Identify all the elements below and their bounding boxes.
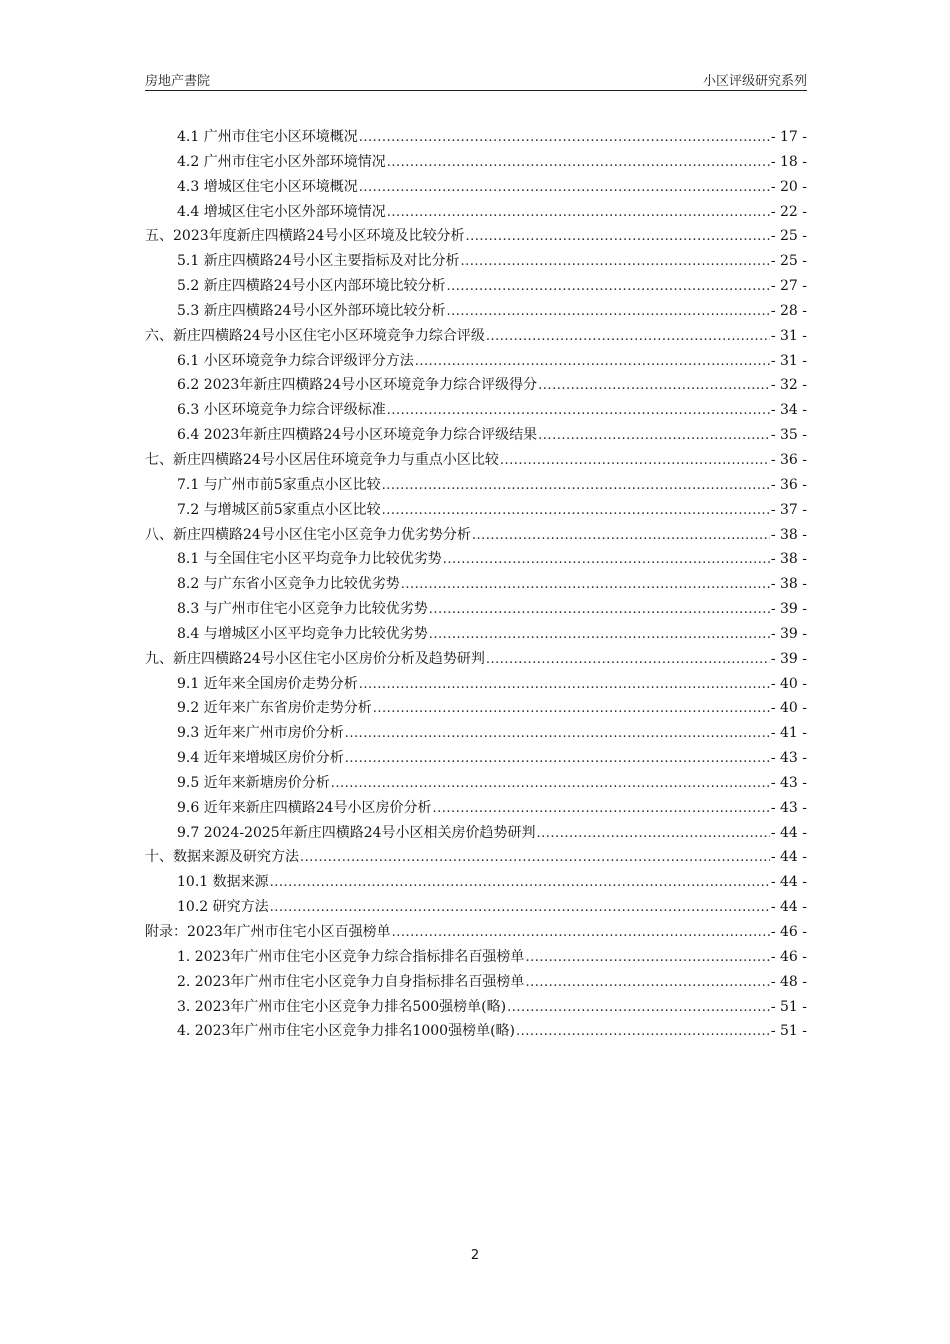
toc-entry-page: - 25 - <box>770 253 807 270</box>
toc-chapter-entry[interactable] <box>145 224 807 249</box>
toc-chapter-entry[interactable] <box>145 920 807 945</box>
toc-dot-leader <box>387 201 770 226</box>
toc-entry-title: 九、新庄四横路24号小区住宅小区房价分析及趋势研判 <box>145 650 485 667</box>
toc-dot-leader <box>507 996 770 1021</box>
toc-dot-leader <box>345 722 770 747</box>
toc-entry-title: 10.2 研究方法 <box>177 899 269 916</box>
toc-entry-title: 3. 2023年广州市住宅小区竞争力排名500强榜单(略) <box>177 998 507 1015</box>
toc-section-entry[interactable] <box>145 771 807 796</box>
toc-entry-title: 五、2023年度新庄四横路24号小区环境及比较分析 <box>145 228 465 245</box>
toc-section-entry[interactable] <box>145 249 807 274</box>
toc-dot-leader <box>538 424 770 449</box>
toc-chapter-entry[interactable] <box>145 448 807 473</box>
toc-section-entry[interactable] <box>145 870 807 895</box>
toc-entry-title: 七、新庄四横路24号小区居住环境竞争力与重点小区比较 <box>145 451 499 468</box>
toc-entry-title: 9.5 近年来新塘房价分析 <box>177 774 330 791</box>
toc-dot-leader <box>461 250 770 275</box>
toc-chapter-entry[interactable] <box>145 647 807 672</box>
toc-dot-leader <box>525 946 769 971</box>
toc-section-entry[interactable] <box>145 349 807 374</box>
toc-entry-title: 8.2 与广东省小区竞争力比较优劣势 <box>177 576 400 593</box>
toc-section-entry[interactable] <box>145 995 807 1020</box>
toc-dot-leader <box>486 325 770 350</box>
toc-section-entry[interactable] <box>145 721 807 746</box>
toc-entry-page: - 44 - <box>770 824 807 841</box>
toc-entry-title: 6.4 2023年新庄四横路24号小区环境竞争力综合评级结果 <box>177 427 538 444</box>
toc-dot-leader <box>382 499 770 524</box>
toc-entry-page: - 38 - <box>770 551 807 568</box>
toc-entry-title: 4.4 增城区住宅小区外部环境情况 <box>177 203 386 220</box>
toc-section-entry[interactable] <box>145 970 807 995</box>
toc-dot-leader <box>373 697 770 722</box>
toc-entry-page: - 27 - <box>770 278 807 295</box>
toc-dot-leader <box>392 921 770 946</box>
toc-entry-page: - 51 - <box>770 1023 807 1040</box>
toc-entry-page: - 43 - <box>770 799 807 816</box>
toc-entry-page: - 51 - <box>770 998 807 1015</box>
toc-entry-title: 6.2 2023年新庄四横路24号小区环境竞争力综合评级得分 <box>177 377 538 394</box>
toc-entry-title: 2. 2023年广州市住宅小区竞争力自身指标排名百强榜单 <box>177 973 525 990</box>
toc-section-entry[interactable] <box>145 1019 807 1044</box>
toc-dot-leader <box>472 524 770 549</box>
toc-entry-page: - 41 - <box>770 725 807 742</box>
toc-entry-title: 9.6 近年来新庄四横路24号小区房价分析 <box>177 799 432 816</box>
toc-entry-page: - 35 - <box>770 427 807 444</box>
toc-entry-title: 附录：2023年广州市住宅小区百强榜单 <box>145 924 391 940</box>
toc-chapter-entry[interactable] <box>145 523 807 548</box>
header-series-title: 小区评级研究系列 <box>702 74 807 89</box>
toc-entry-page: - 44 - <box>770 874 807 891</box>
toc-section-entry[interactable] <box>145 821 807 846</box>
toc-entry-title: 8.4 与增城区小区平均竞争力比较优劣势 <box>177 625 428 642</box>
toc-entry-title: 4.3 增城区住宅小区环境概况 <box>177 178 358 195</box>
toc-entry-title: 6.3 小区环境竞争力综合评级标准 <box>177 402 386 419</box>
toc-dot-leader <box>359 673 770 698</box>
toc-dot-leader <box>387 399 770 424</box>
toc-dot-leader <box>401 573 770 598</box>
table-of-contents <box>145 125 807 1044</box>
toc-entry-title: 9.7 2024-2025年新庄四横路24号小区相关房价趋势研判 <box>177 824 536 841</box>
toc-entry-page: - 44 - <box>770 849 807 866</box>
toc-entry-page: - 25 - <box>770 228 807 245</box>
header-publisher: 房地产書院 <box>145 74 211 89</box>
toc-entry-title: 5.2 新庄四横路24号小区内部环境比较分析 <box>177 278 446 295</box>
toc-entry-page: - 32 - <box>770 377 807 394</box>
toc-entry-title: 10.1 数据来源 <box>177 874 269 891</box>
toc-section-entry[interactable] <box>145 572 807 597</box>
toc-entry-title: 六、新庄四横路24号小区住宅小区环境竞争力综合评级 <box>145 327 485 344</box>
toc-section-entry[interactable] <box>145 945 807 970</box>
toc-entry-page: - 48 - <box>770 973 807 990</box>
toc-entry-page: - 44 - <box>770 899 807 916</box>
toc-section-entry[interactable] <box>145 547 807 572</box>
toc-entry-page: - 38 - <box>770 576 807 593</box>
toc-section-entry[interactable] <box>145 895 807 920</box>
toc-dot-leader <box>300 846 770 871</box>
toc-section-entry[interactable] <box>145 299 807 324</box>
toc-dot-leader <box>429 623 770 648</box>
toc-entry-page: - 40 - <box>770 700 807 717</box>
toc-dot-leader <box>443 548 770 573</box>
toc-entry-page: - 46 - <box>770 924 807 940</box>
toc-section-entry[interactable] <box>145 796 807 821</box>
toc-dot-leader <box>270 896 770 921</box>
toc-dot-leader <box>387 151 770 176</box>
toc-dot-leader <box>447 300 770 325</box>
toc-entry-page: - 43 - <box>770 774 807 791</box>
toc-entry-title: 4. 2023年广州市住宅小区竞争力排名1000强榜单(略) <box>177 1023 515 1040</box>
toc-entry-page: - 39 - <box>770 601 807 618</box>
toc-entry-page: - 39 - <box>770 650 807 667</box>
toc-entry-page: - 34 - <box>770 402 807 419</box>
toc-dot-leader <box>270 871 770 896</box>
toc-section-entry[interactable] <box>145 672 807 697</box>
toc-dot-leader <box>429 598 770 623</box>
toc-entry-title: 9.1 近年来全国房价走势分析 <box>177 675 358 692</box>
toc-dot-leader <box>537 822 770 847</box>
toc-section-entry[interactable] <box>145 473 807 498</box>
toc-section-entry[interactable] <box>145 622 807 647</box>
toc-entry-page: - 43 - <box>770 750 807 767</box>
toc-entry-page: - 22 - <box>770 203 807 220</box>
page-number: 2 <box>470 1248 480 1263</box>
toc-entry-page: - 18 - <box>770 153 807 170</box>
toc-entry-title: 9.4 近年来增城区房价分析 <box>177 750 344 767</box>
toc-entry-page: - 31 - <box>770 327 807 344</box>
toc-entry-title: 5.1 新庄四横路24号小区主要指标及对比分析 <box>177 253 460 270</box>
toc-chapter-entry[interactable] <box>145 845 807 870</box>
toc-entry-page: - 39 - <box>770 625 807 642</box>
toc-section-entry[interactable] <box>145 423 807 448</box>
toc-dot-leader <box>331 772 770 797</box>
toc-entry-page: - 20 - <box>770 178 807 195</box>
toc-entry-title: 7.2 与增城区前5家重点小区比较 <box>177 501 381 518</box>
toc-entry-title: 1. 2023年广州市住宅小区竞争力综合指标排名百强榜单 <box>177 948 525 965</box>
toc-entry-page: - 31 - <box>770 352 807 369</box>
toc-dot-leader <box>500 449 770 474</box>
toc-entry-title: 八、新庄四横路24号小区住宅小区竞争力优劣势分析 <box>145 526 471 543</box>
toc-section-entry[interactable] <box>145 597 807 622</box>
toc-section-entry[interactable] <box>145 746 807 771</box>
toc-dot-leader <box>345 747 770 772</box>
toc-entry-title: 5.3 新庄四横路24号小区外部环境比较分析 <box>177 302 446 319</box>
toc-dot-leader <box>415 350 770 375</box>
toc-entry-title: 8.3 与广州市住宅小区竞争力比较优劣势 <box>177 601 428 618</box>
toc-entry-page: - 17 - <box>770 129 807 145</box>
toc-dot-leader <box>382 474 770 499</box>
toc-entry-page: - 36 - <box>770 476 807 493</box>
toc-entry-title: 4.1 广州市住宅小区环境概况 <box>177 129 358 145</box>
toc-entry-title: 9.2 近年来广东省房价走势分析 <box>177 700 372 717</box>
toc-dot-leader <box>359 176 770 201</box>
toc-section-entry[interactable] <box>145 498 807 523</box>
toc-dot-leader <box>486 648 770 673</box>
toc-section-entry[interactable] <box>145 150 807 175</box>
toc-entry-title: 6.1 小区环境竞争力综合评级评分方法 <box>177 352 414 369</box>
toc-section-entry[interactable] <box>145 696 807 721</box>
toc-dot-leader <box>447 275 770 300</box>
toc-entry-title: 9.3 近年来广州市房价分析 <box>177 725 344 742</box>
toc-entry-title: 7.1 与广州市前5家重点小区比较 <box>177 476 381 493</box>
toc-entry-page: - 28 - <box>770 302 807 319</box>
toc-entry-title: 8.1 与全国住宅小区平均竞争力比较优劣势 <box>177 551 442 568</box>
toc-dot-leader <box>433 797 770 822</box>
toc-entry-page: - 36 - <box>770 451 807 468</box>
toc-dot-leader <box>538 374 770 399</box>
toc-section-entry[interactable] <box>145 398 807 423</box>
toc-section-entry[interactable] <box>145 125 807 150</box>
toc-chapter-entry[interactable] <box>145 324 807 349</box>
toc-section-entry[interactable] <box>145 175 807 200</box>
toc-entry-title: 4.2 广州市住宅小区外部环境情况 <box>177 153 386 170</box>
toc-section-entry[interactable] <box>145 200 807 225</box>
toc-entry-page: - 37 - <box>770 501 807 518</box>
toc-section-entry[interactable] <box>145 274 807 299</box>
toc-dot-leader <box>359 126 770 151</box>
page-header <box>145 70 807 91</box>
toc-entry-title: 十、数据来源及研究方法 <box>145 849 299 866</box>
toc-entry-page: - 46 - <box>770 948 807 965</box>
toc-dot-leader <box>516 1020 770 1045</box>
toc-dot-leader <box>525 971 769 996</box>
toc-entry-page: - 40 - <box>770 675 807 692</box>
toc-section-entry[interactable] <box>145 373 807 398</box>
toc-entry-page: - 38 - <box>770 526 807 543</box>
toc-dot-leader <box>465 225 769 250</box>
